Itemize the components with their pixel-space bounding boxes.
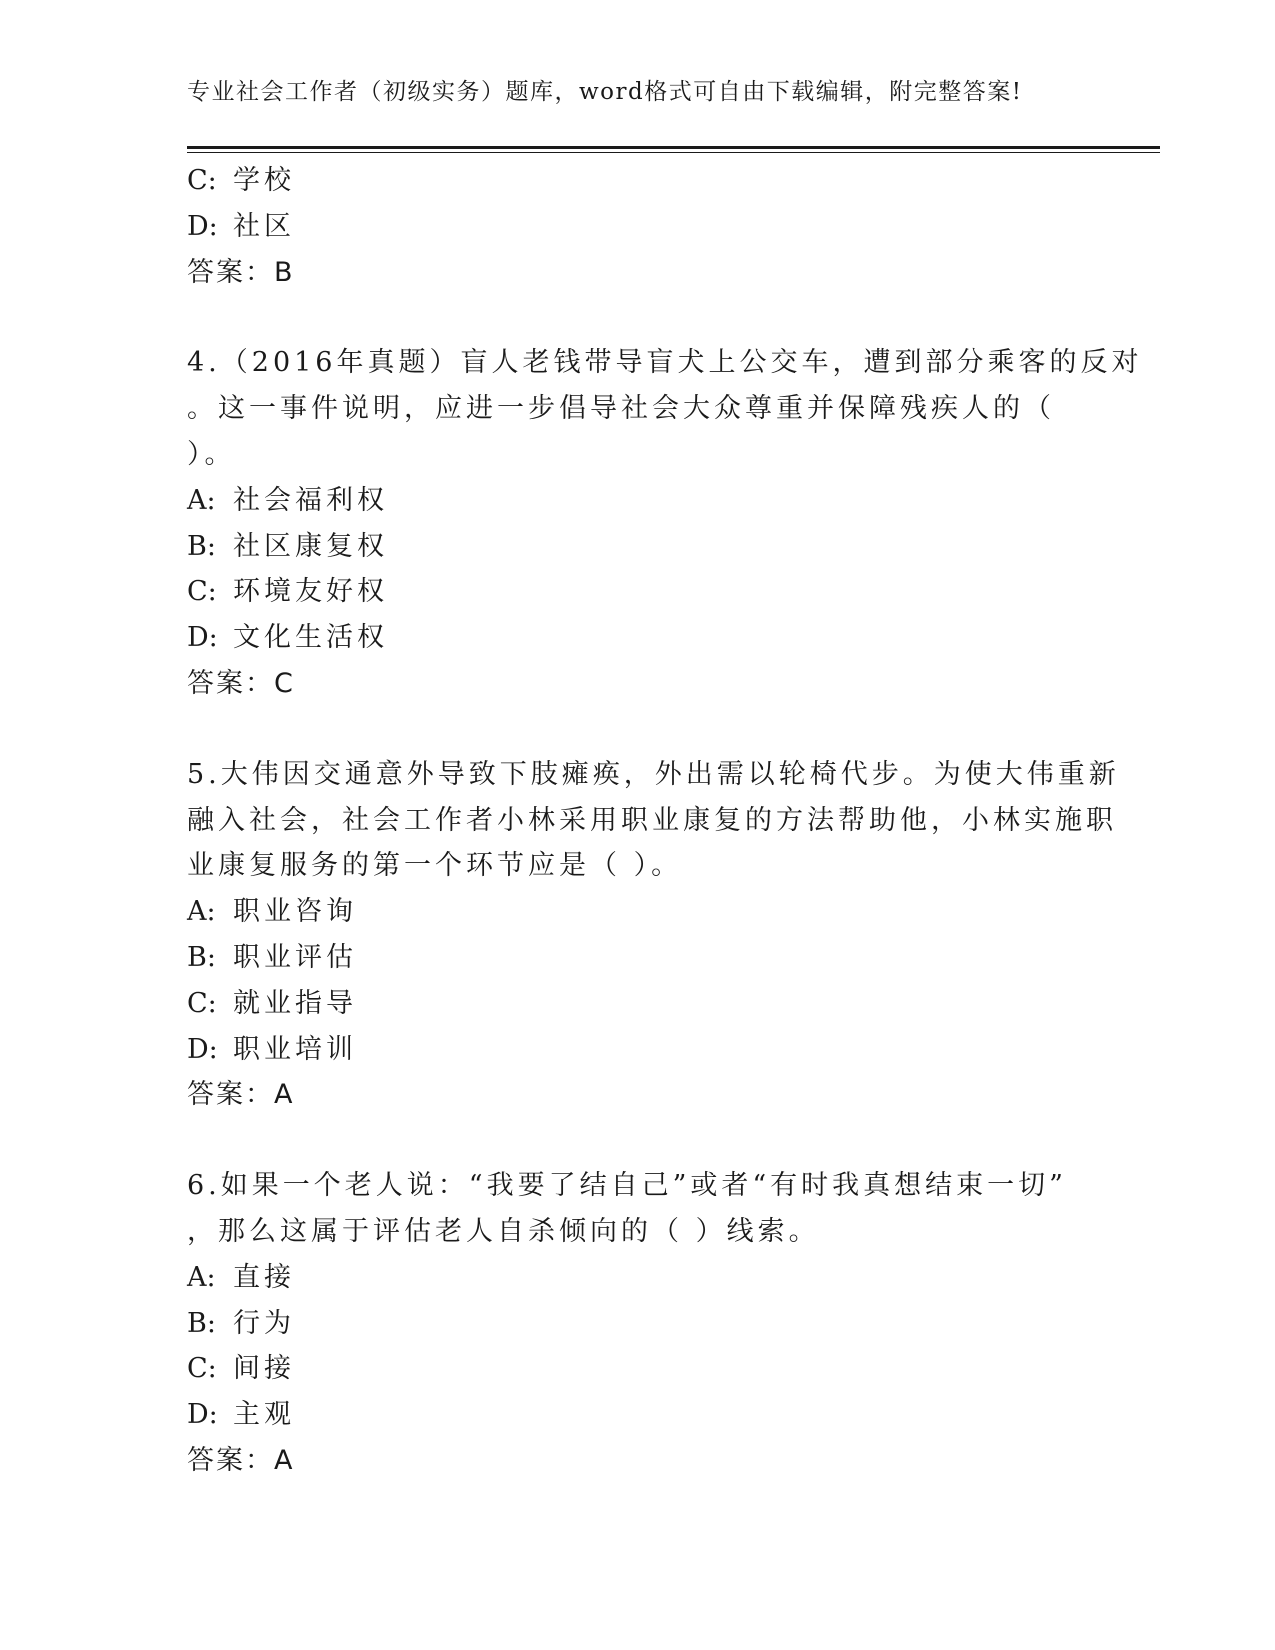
option-letter: C: [187,576,217,608]
option-d [187,615,1067,661]
answer-line: 答案：B [187,256,295,288]
option-c [187,981,1067,1027]
option-letter: D: [187,1033,218,1065]
option-d [187,1027,1067,1073]
option-text: 职业咨询 [233,896,357,928]
spacer [187,295,1067,340]
question-3-continuation [187,158,1067,295]
page-header: 专业社会工作者（初级实务）题库，word格式可自由下载编辑，附完整答案! [187,79,1023,105]
option-b [187,1301,1067,1347]
option-text: 职业培训 [233,1033,357,1065]
answer-line: 答案：C [187,667,295,699]
option-text: 学校 [233,165,295,196]
question-5 [187,752,1120,1118]
option-letter: C: [187,165,217,196]
question-stem-line: ）。 [187,438,236,470]
option-c [187,569,1067,615]
option-c [187,1346,1067,1392]
option-c [187,158,1067,204]
answer-line: 答案：A [187,1444,295,1476]
option-text: 就业指导 [233,987,357,1019]
option-letter: B: [187,941,216,973]
question-stem-line: 融入社会，社会工作者小林采用职业康复的方法帮助他，小林实施职 [187,804,1117,836]
option-text: 社区康复权 [233,530,388,562]
option-letter: A: [187,1261,216,1293]
question-stem-line: 业康复服务的第一个环节应是（ ）。 [187,850,683,882]
question-content [187,158,1143,1484]
option-d [187,1392,1067,1438]
option-letter: D: [187,1399,218,1431]
answer-line: 答案：A [187,1079,295,1111]
question-stem-line: 5.大伟因交通意外导致下肢瘫痪，外出需以轮椅代步。为使大伟重新 [187,758,1120,790]
option-letter: A: [187,484,216,516]
option-a [187,889,1067,935]
option-text: 环境友好权 [233,576,388,608]
option-text: 社区 [233,210,295,242]
question-stem-line: 6.如果一个老人说：“我要了结自己”或者“有时我真想结束一切” [187,1170,1067,1202]
option-letter: D: [187,622,218,654]
header-rule-thick [187,146,1160,149]
option-text: 文化生活权 [233,622,388,654]
option-text: 社会福利权 [233,484,388,516]
option-d [187,204,1067,250]
option-letter: D: [187,210,218,242]
option-b [187,524,1067,570]
option-text: 直接 [233,1261,295,1293]
spacer [187,707,1067,752]
option-letter: B: [187,530,216,562]
option-b [187,935,1067,981]
spacer [187,1118,1067,1163]
option-letter: A: [187,896,216,928]
question-4 [187,340,1143,706]
option-text: 职业评估 [233,941,357,973]
question-stem-line: 。这一事件说明，应进一步倡导社会大众尊重并保障残疾人的（ [187,393,1055,425]
option-text: 主观 [233,1399,295,1431]
option-letter: C: [187,987,217,1019]
option-text: 行为 [233,1307,295,1339]
option-a [187,1255,1067,1301]
question-6 [187,1163,1067,1484]
header-rule-thin [187,152,1160,153]
option-letter: C: [187,1353,217,1385]
question-stem-line: 4.（2016年真题）盲人老钱带导盲犬上公交车，遭到部分乘客的反对 [187,347,1143,379]
option-letter: B: [187,1307,216,1339]
question-stem-line: ，那么这属于评估老人自杀倾向的（ ）线索。 [187,1215,820,1247]
option-a [187,478,1067,524]
option-text: 间接 [233,1353,295,1385]
